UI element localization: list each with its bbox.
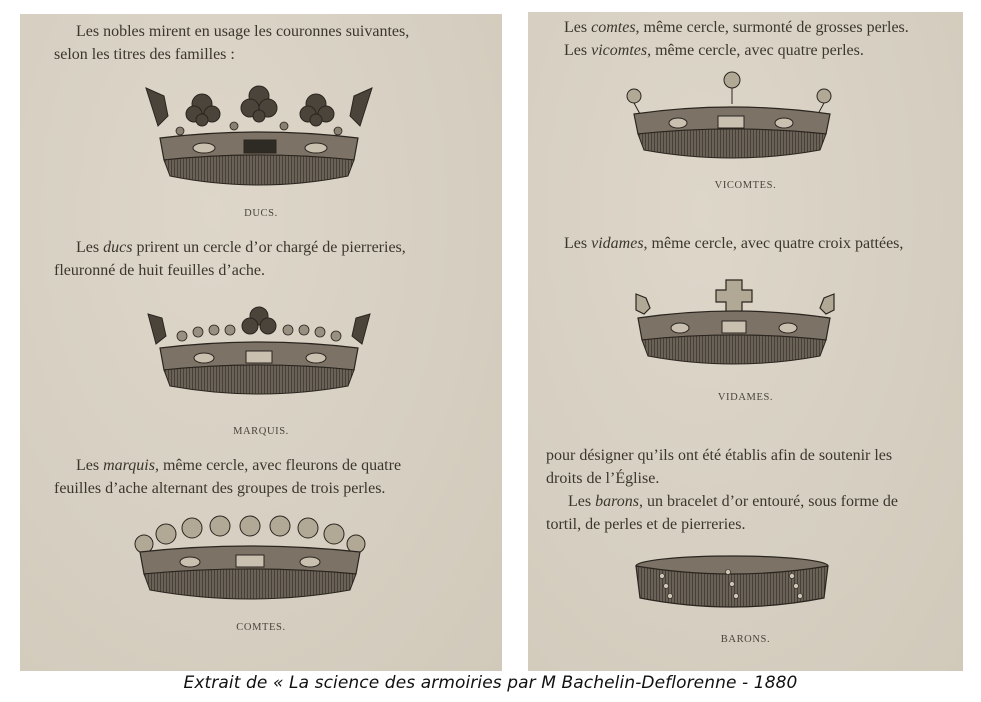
- comtes-vicomtes-paragraph: [564, 16, 964, 62]
- marquis-crown-illustration: [144, 294, 374, 409]
- source-caption: Extrait de « La science des armoiries par M Bachelin-Deflorenne - 1880: [183, 673, 798, 693]
- vidames-rest: , même cercle, avec quatre croix pattées,: [643, 235, 904, 252]
- ducs-term: ducs: [103, 239, 133, 256]
- comtes-rest: , même cercle, surmonté de grosses perles.: [635, 19, 909, 36]
- ducs-line-2: fleuronné de huit feuilles d’ache.: [54, 262, 266, 279]
- barons-line-1: , un bracelet d’or entouré, sous forme de: [638, 493, 898, 510]
- intro-line-2: selon les titres des familles :: [54, 46, 235, 63]
- vidames-crown-illustration: [630, 270, 840, 380]
- ducs-crown-illustration: [144, 76, 374, 196]
- barons-caption: BARONS.: [720, 634, 771, 645]
- marquis-term: marquis: [103, 457, 155, 474]
- ducs-paragraph: [54, 236, 474, 282]
- vicomtes-term: vicomtes: [591, 42, 648, 59]
- intro-paragraph: [54, 20, 474, 66]
- vicomtes-caption: VICOMTES.: [714, 180, 777, 191]
- marquis-paragraph: [54, 454, 474, 500]
- ducs-caption: DUCS.: [244, 208, 278, 219]
- barons-crown-illustration: [632, 550, 832, 622]
- barons-term: barons: [595, 493, 639, 510]
- comtes-term: comtes: [591, 19, 636, 36]
- vicomtes-rest: , même cercle, avec quatre perles.: [647, 42, 864, 59]
- intro-line-1: Les nobles mirent en usage les couronnes suivantes,: [76, 23, 410, 40]
- marquis-prefix: Les: [76, 457, 104, 474]
- vidames-continuation-paragraph: [546, 444, 918, 536]
- comtes-crown-illustration: [130, 512, 370, 612]
- comtes-caption: COMTES.: [236, 622, 286, 633]
- vicomtes-crown-illustration: [624, 70, 844, 170]
- vidames-paragraph: [564, 232, 964, 255]
- vidames-term: vidames: [591, 235, 644, 252]
- marquis-line-2: feuilles d’ache alternant des groupes de trois perles.: [54, 480, 386, 497]
- marquis-line-1: , même cercle, avec fleurons de quatre: [154, 457, 402, 474]
- comtes-prefix: Les: [564, 19, 592, 36]
- vidames-cont-line-2: droits de l’Église.: [546, 470, 660, 487]
- vidames-cont-line-1: pour désigner qu’ils ont été établis afin de soutenir les: [546, 447, 893, 464]
- vicomtes-prefix: Les: [564, 42, 592, 59]
- ducs-prefix: Les: [76, 239, 104, 256]
- vidames-caption: VIDAMES.: [717, 392, 774, 403]
- barons-prefix: Les: [568, 493, 596, 510]
- left-page-scan: [20, 14, 502, 671]
- ducs-line-1: prirent un cercle d’or chargé de pierreries,: [132, 239, 406, 256]
- right-page-scan: [528, 12, 963, 671]
- barons-line-2: tortil, de perles et de pierreries.: [546, 516, 746, 533]
- marquis-caption: MARQUIS.: [233, 426, 289, 437]
- vidames-prefix: Les: [564, 235, 592, 252]
